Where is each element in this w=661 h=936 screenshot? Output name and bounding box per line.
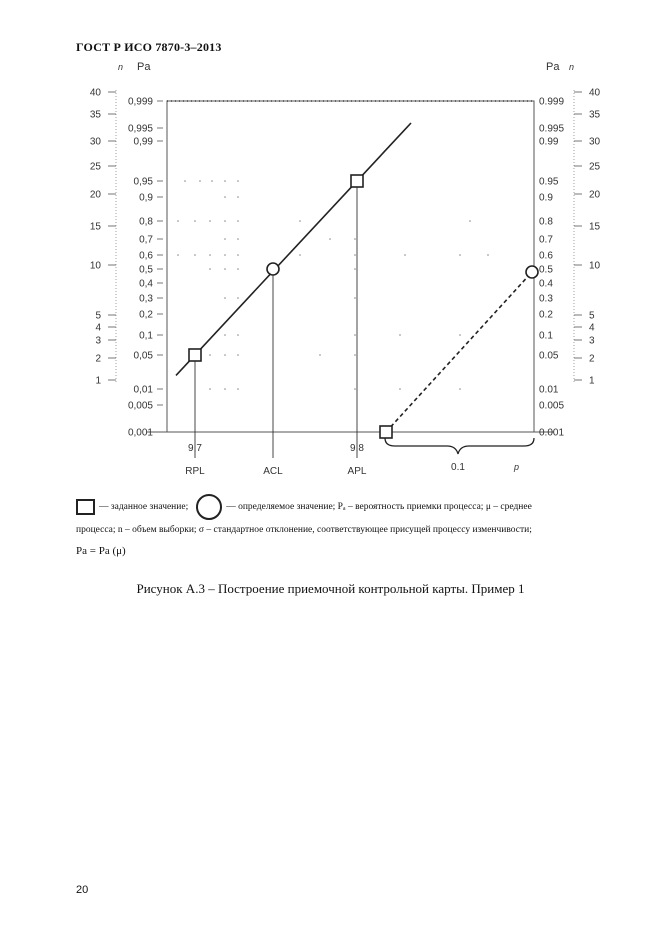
plot-frame — [167, 101, 534, 432]
grid-dot — [354, 268, 356, 270]
grid-dot — [299, 254, 301, 256]
grid-dot — [459, 254, 461, 256]
n-tick-left: 15 — [89, 221, 101, 233]
pa-tick-right: 0.6 — [539, 250, 553, 262]
grid-dot — [237, 220, 239, 222]
pa-tick-left: 0,005 — [127, 400, 153, 412]
n-tick-right: 25 — [589, 161, 601, 173]
grid-dot — [319, 354, 321, 356]
grid-dot — [224, 268, 226, 270]
pa-tick-left: 0,9 — [139, 192, 153, 204]
pa-tick-right: 0.005 — [539, 400, 565, 412]
grid-dot — [404, 254, 406, 256]
pa-tick-right: 0.999 — [539, 96, 565, 108]
pa-tick-right: 0.8 — [539, 216, 553, 228]
grid-dot — [354, 297, 356, 299]
grid-dot — [224, 180, 226, 182]
grid-dot — [209, 254, 211, 256]
pa-tick-left: 0,2 — [139, 309, 153, 321]
legend-formula: Pa = Pa (μ) — [76, 545, 126, 557]
pa-tick-right: 0.001 — [539, 427, 565, 439]
grid-dot — [354, 388, 356, 390]
pa-tick-left: 0,3 — [139, 293, 153, 305]
p-range-brace — [385, 438, 534, 454]
legend-circle-text: — определяемое значение; Pₐ – вероятность приемки процесса; μ – среднее — [226, 502, 532, 513]
n-tick-right: 40 — [589, 87, 601, 99]
n-tick-right: 5 — [589, 310, 595, 322]
grid-dot — [329, 238, 331, 240]
grid-dot — [224, 220, 226, 222]
figure-caption: Рисунок А.3 – Построение приемочной контрольной карты. Пример 1 — [136, 581, 525, 596]
n-tick-right: 10 — [589, 260, 601, 272]
grid-dot — [237, 297, 239, 299]
grid-dot — [209, 268, 211, 270]
pa-tick-right: 0.9 — [539, 192, 553, 204]
n-tick-right: 4 — [589, 322, 595, 334]
pa-tick-left: 0,4 — [139, 278, 153, 290]
grid-dot — [237, 354, 239, 356]
square-marker — [351, 175, 363, 187]
p-axis-symbol: p — [514, 462, 520, 472]
pa-tick-right: 0.7 — [539, 234, 553, 246]
n-tick-left: 25 — [89, 161, 101, 173]
grid-dot — [459, 388, 461, 390]
grid-dot — [194, 254, 196, 256]
grid-dot — [354, 254, 356, 256]
pa-tick-left: 0,5 — [139, 264, 153, 276]
legend-square-text: — заданное значение; — [99, 502, 189, 513]
pa-tick-left: 0,1 — [139, 330, 153, 342]
pa-tick-left: 0,01 — [133, 384, 153, 396]
circle-marker — [267, 263, 279, 275]
grid-dot — [237, 254, 239, 256]
grid-dot — [237, 388, 239, 390]
n-label-left: n — [118, 62, 124, 72]
n-tick-left: 4 — [95, 322, 101, 334]
pa-tick-right: 0.05 — [539, 350, 559, 362]
n-tick-right: 3 — [589, 335, 595, 347]
pa-tick-right: 0.01 — [539, 384, 559, 396]
grid-dot — [237, 268, 239, 270]
pa-tick-right: 0.3 — [539, 293, 553, 305]
grid-dot — [354, 354, 356, 356]
pa-label-right: Pa — [546, 61, 560, 73]
n-tick-left: 2 — [95, 353, 101, 365]
x-marker-apl: APL — [347, 466, 367, 477]
grid-dot — [224, 354, 226, 356]
grid-dot — [224, 254, 226, 256]
n-tick-right: 1 — [589, 375, 595, 387]
n-tick-right: 35 — [589, 109, 601, 121]
circle-marker — [526, 266, 538, 278]
n-tick-right: 15 — [589, 221, 601, 233]
pa-tick-right: 0.5 — [539, 264, 553, 276]
grid-dot — [177, 220, 179, 222]
pa-tick-left: 0,05 — [133, 350, 153, 362]
oc-curve-solid — [176, 123, 411, 375]
grid-dot — [299, 220, 301, 222]
page-number: 20 — [76, 884, 89, 896]
pa-tick-left: 0,95 — [133, 176, 153, 188]
n-tick-right: 20 — [589, 189, 601, 201]
pa-label-left: Pa — [137, 61, 151, 73]
pa-tick-left: 0,995 — [127, 123, 153, 135]
grid-dot — [211, 180, 213, 182]
pa-tick-left: 0,7 — [139, 234, 153, 246]
n-tick-right: 2 — [589, 353, 595, 365]
grid-dot — [224, 196, 226, 198]
pa-tick-left: 0,99 — [133, 136, 153, 148]
circle-symbol-icon — [196, 494, 222, 520]
n-tick-left: 10 — [89, 260, 101, 272]
n-tick-left: 1 — [95, 375, 101, 387]
grid-dot — [224, 388, 226, 390]
grid-dot — [237, 334, 239, 336]
grid-dot — [469, 220, 471, 222]
grid-dot — [224, 297, 226, 299]
x-marker-rpl: RPL — [185, 466, 205, 477]
grid-dot — [459, 334, 461, 336]
grid-dot — [237, 180, 239, 182]
grid-dot — [199, 180, 201, 182]
grid-dot — [209, 354, 211, 356]
pa-tick-right: 0.2 — [539, 309, 553, 321]
grid-dot — [487, 254, 489, 256]
p-tick-value: 0.1 — [451, 462, 465, 473]
x-tick-rpl-value: 9,7 — [188, 443, 202, 454]
n-tick-left: 5 — [95, 310, 101, 322]
pa-tick-left: 0,6 — [139, 250, 153, 262]
grid-dot — [184, 180, 186, 182]
square-marker — [380, 426, 392, 438]
grid-dot — [399, 388, 401, 390]
grid-dot — [224, 238, 226, 240]
grid-dot — [399, 334, 401, 336]
legend-line-2: процесса; n – объем выборки; σ – стандартное отклонение, соответствующее присущей процессу изменчивости; — [76, 525, 532, 535]
grid-dot — [354, 334, 356, 336]
grid-dot — [209, 388, 211, 390]
grid-dot — [224, 334, 226, 336]
n-label-right: n — [569, 62, 575, 72]
pa-tick-left: 0,999 — [127, 96, 153, 108]
grid-dot — [194, 220, 196, 222]
pa-tick-left: 0,001 — [127, 427, 153, 439]
pa-tick-left: 0,8 — [139, 216, 153, 228]
document-header: ГОСТ Р ИСО 7870-3–2013 — [76, 40, 222, 54]
grid-dot — [209, 220, 211, 222]
grid-dot — [237, 196, 239, 198]
n-tick-left: 3 — [95, 335, 101, 347]
n-tick-left: 30 — [89, 136, 101, 148]
pa-tick-right: 0.1 — [539, 330, 553, 342]
pa-tick-right: 0.4 — [539, 278, 553, 290]
legend — [76, 494, 612, 562]
pa-tick-right: 0.995 — [539, 123, 565, 135]
grid-dot — [237, 238, 239, 240]
grid-dot — [177, 254, 179, 256]
x-marker-acl: ACL — [263, 466, 283, 477]
n-tick-left: 20 — [89, 189, 101, 201]
pa-tick-right: 0.99 — [539, 136, 559, 148]
n-tick-right: 30 — [589, 136, 601, 148]
x-tick-apl-value: 9,8 — [350, 443, 364, 454]
oc-curve-dashed — [386, 272, 532, 432]
grid-dot — [354, 238, 356, 240]
n-tick-left: 35 — [89, 109, 101, 121]
square-marker — [189, 349, 201, 361]
n-tick-left: 40 — [89, 87, 101, 99]
square-symbol-icon — [76, 499, 95, 515]
pa-tick-right: 0.95 — [539, 176, 559, 188]
